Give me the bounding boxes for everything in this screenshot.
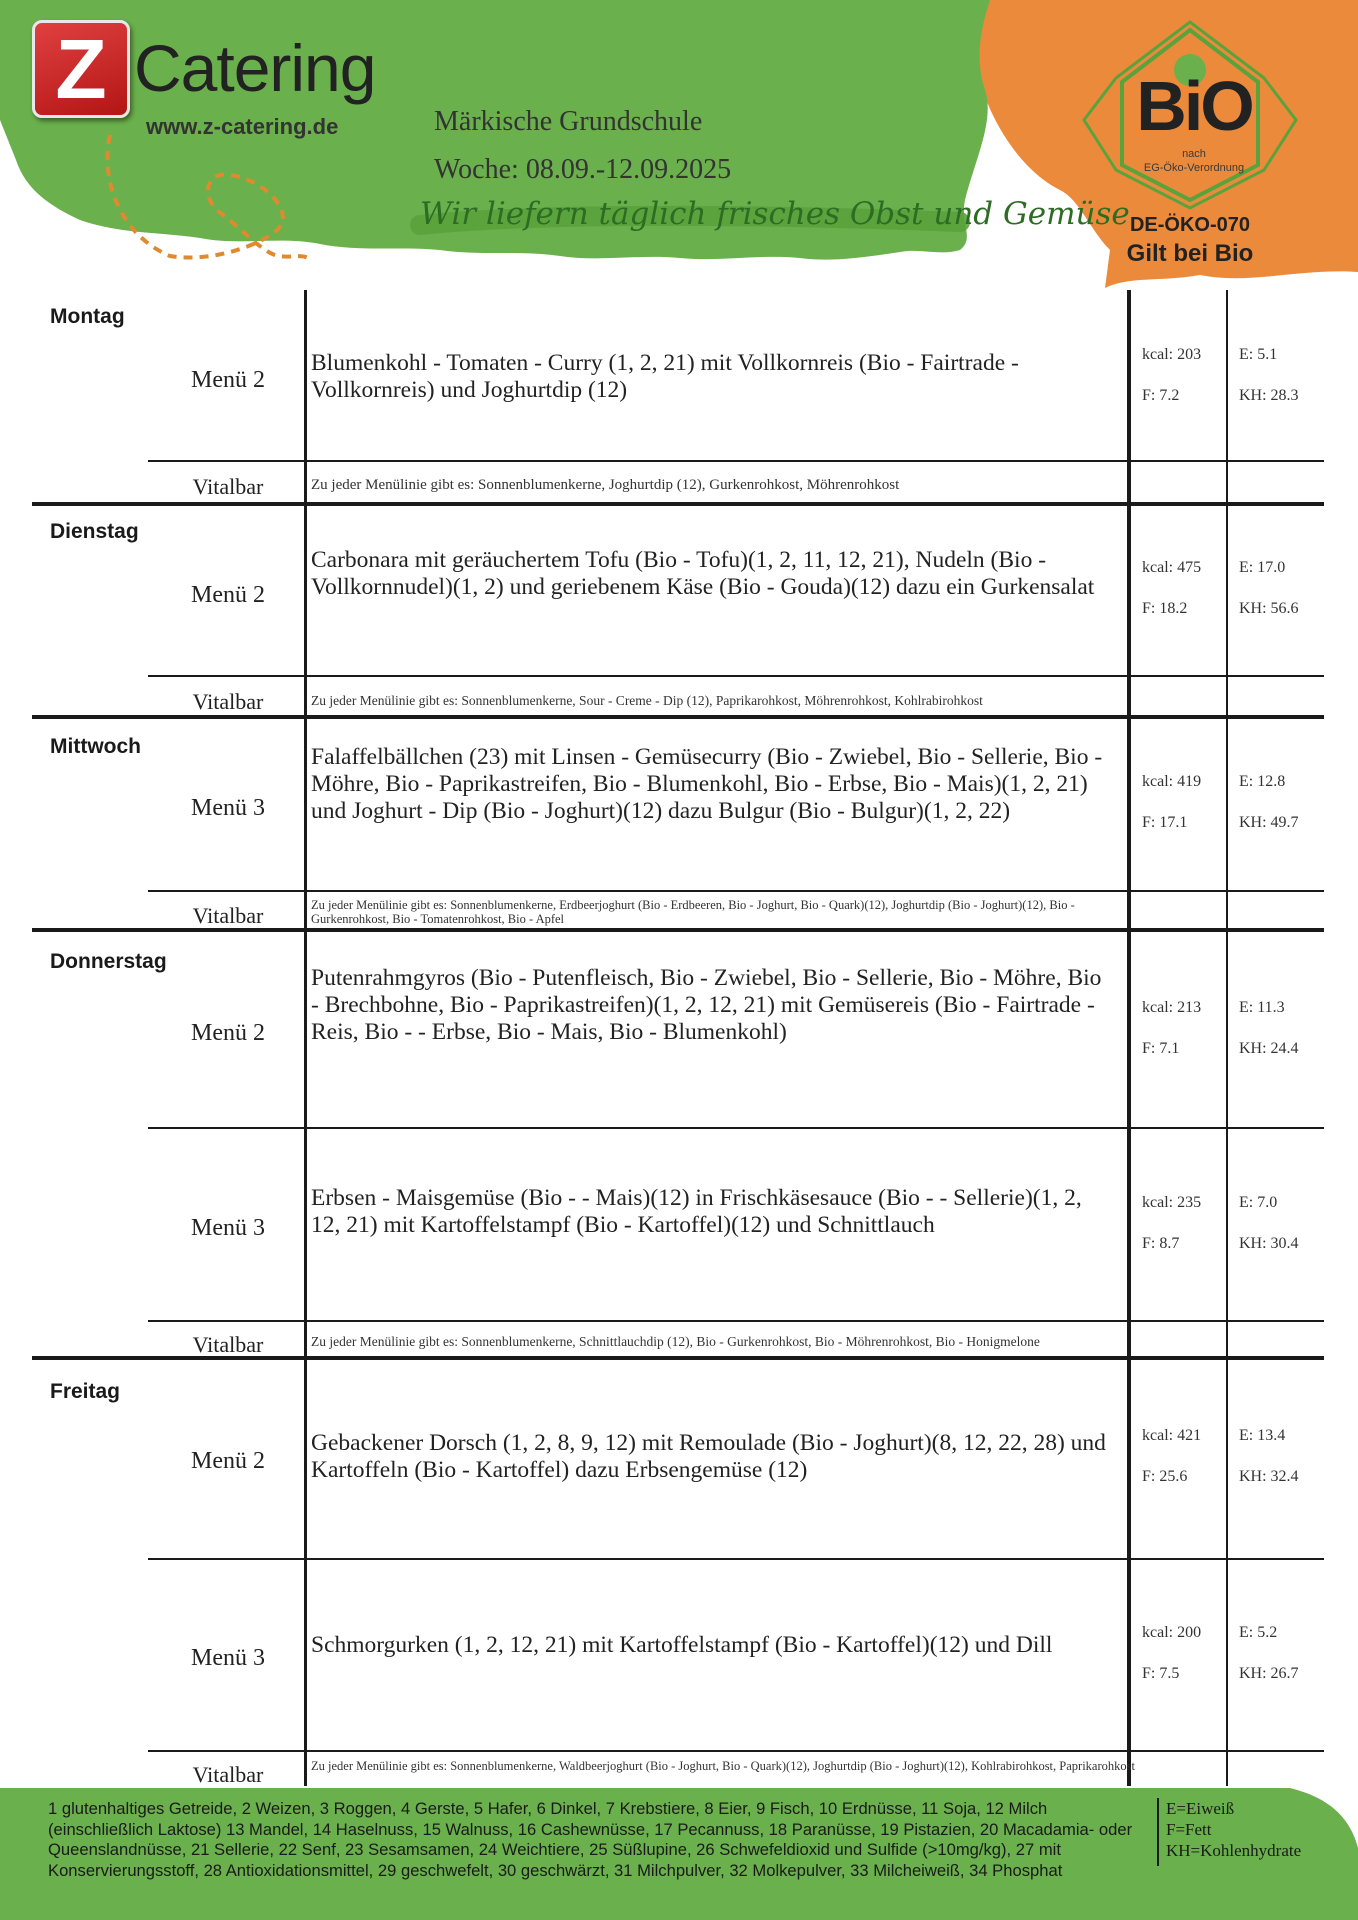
nutrition-kcal: kcal: 213 <box>1142 999 1202 1016</box>
bio-seal-icon: BiO <box>1136 67 1252 145</box>
legend-divider <box>1157 1798 1159 1866</box>
bio-seal-line2: EG-Öko-Verordnung <box>1143 162 1245 174</box>
logo-url[interactable]: www.z-catering.de <box>146 114 339 139</box>
allergen-legend: 1 glutenhaltiges Getreide, 2 Weizen, 3 Roggen, 4 Gerste, 5 Hafer, 6 Dinkel, 7 Krebstiere, 8 Eier, 9 Fisch, 10 Erdnüsse, 11 Soja, 12 Milch (einschließlich Laktose) 13 Mandel, 14 Haselnuss, 15 Walnuss, 16 Cashewnüsse, 17 Pecannuss, 18 Paranüsse, 19 Pistazien, 20 Macadamia- oder Queenslandnüsse, 21 Sellerie, 22 Senf, 23 Sesamsamen, 24 Weichtiere, 25 Süßlupine, 26 Schwefeldioxid und Sulfide (>10mg/kg), 27 mit Konservierungsstoff, 28 Antioxidationsmittel, 29 geschwefelt, 30 geschwärzt, 31 Milchpulver, 32 Molkepulver, 33 Milcheiweiß, 34 Phosphat <box>48 1799 1133 1880</box>
nutrition-fat: F: 7.5 <box>1142 1665 1180 1682</box>
menu-label: Menü 2 <box>191 582 265 608</box>
grid-line <box>1226 290 1228 1786</box>
nutrition-protein: E: 5.2 <box>1239 1624 1278 1641</box>
vitalbar-label: Vitalbar <box>192 903 264 928</box>
dish-description: Gebackener Dorsch (1, 2, 8, 9, 12) mit Remoulade (Bio - Joghurt)(8, 12, 22, 28) und Kartoffeln (Bio - Kartoffel) dazu Erbsengemüse (12) <box>311 1430 1106 1483</box>
menu-label: Menü 2 <box>191 367 265 393</box>
nutrition-fat: F: 8.7 <box>1142 1235 1180 1252</box>
vitalbar-text: Zu jeder Menülinie gibt es: Sonnenblumenkerne, Erdbeerjoghurt (Bio - Erdbeeren, Bio - Joghurt, Bio - Quark)(12), Joghurtdip (Bio - Joghurt)(12), Bio - Gurkenrohkost, Bio - Tomatenrohkost, Bio - Apfel <box>311 898 1075 926</box>
nutrition-kcal: kcal: 200 <box>1142 1624 1202 1641</box>
nutrition-protein: E: 17.0 <box>1239 559 1286 576</box>
menu-label: Menü 2 <box>191 1448 265 1474</box>
dish-description: Falaffelbällchen (23) mit Linsen - Gemüsecurry (Bio - Zwiebel, Bio - Sellerie, Bio - Möhre, Bio - Paprikastreifen, Bio - Blumenkohl, Bio - Erbse, Bio - Mais)(1, 2, 21) und Joghurt - Dip (Bio - Joghurt)(12) dazu Bulgur (Bio - Bulgur)(1, 2, 22) <box>311 744 1103 824</box>
nutrition-kcal: kcal: 235 <box>1142 1194 1202 1211</box>
grid-line <box>148 460 1324 462</box>
vitalbar-label: Vitalbar <box>192 474 264 499</box>
nutrition-fat: F: 17.1 <box>1142 814 1188 831</box>
grid-line <box>32 715 1324 719</box>
dish-description: Blumenkohl - Tomaten - Curry (1, 2, 21) mit Vollkornreis (Bio - Fairtrade - Vollkornreis) und Joghurtdip (12) <box>311 350 1019 403</box>
grid-line <box>1127 290 1131 1786</box>
nutrition-kcal: kcal: 419 <box>1142 773 1202 790</box>
nutrition-kcal: kcal: 475 <box>1142 559 1202 576</box>
menu-label: Menü 2 <box>191 1020 265 1046</box>
dish-description: Schmorgurken (1, 2, 12, 21) mit Kartoffelstampf (Bio - Kartoffel)(12) und Dill <box>311 1632 1053 1658</box>
week-range: Woche: 08.09.-12.09.2025 <box>434 154 732 185</box>
grid-line <box>148 1558 1324 1560</box>
grid-line <box>148 1750 1324 1752</box>
grid-line <box>148 1320 1324 1322</box>
day-name: Freitag <box>50 1380 121 1403</box>
school-name: Märkische Grundschule <box>434 106 703 137</box>
nutrition-protein: E: 12.8 <box>1239 773 1286 790</box>
vitalbar-label: Vitalbar <box>192 1332 264 1357</box>
nutrition-carbs: KH: 28.3 <box>1239 387 1299 404</box>
grid-line <box>148 890 1324 892</box>
day-name: Donnerstag <box>50 950 167 973</box>
day-name: Montag <box>50 305 125 328</box>
vitalbar-label: Vitalbar <box>192 689 264 714</box>
dish-description: Carbonara mit geräuchertem Tofu (Bio - Tofu)(1, 2, 11, 12, 21), Nudeln (Bio - Vollkornnudel)(1, 2) und geriebenem Käse (Bio - Gouda)(12) dazu ein Gurkensalat <box>311 547 1095 600</box>
nutrition-kcal: kcal: 421 <box>1142 1427 1202 1444</box>
nutrition-protein: E: 7.0 <box>1239 1194 1278 1211</box>
vitalbar-text: Zu jeder Menülinie gibt es: Sonnenblumenkerne, Sour - Creme - Dip (12), Paprikarohkost, Möhrenrohkost, Kohlrabirohkost <box>311 693 983 708</box>
menu-label: Menü 3 <box>191 1215 265 1241</box>
nutrition-kcal: kcal: 203 <box>1142 346 1202 363</box>
certification-note: Gilt bei Bio <box>1126 240 1254 267</box>
nutrition-fat: F: 18.2 <box>1142 600 1188 617</box>
dish-description: Erbsen - Maisgemüse (Bio - - Mais)(12) in Frischkäsesauce (Bio - - Sellerie)(1, 2, 12, 21) mit Kartoffelstampf (Bio - Kartoffel)(12) und Schnittlauch <box>311 1185 1082 1238</box>
nutrition-carbs: KH: 56.6 <box>1239 600 1299 617</box>
nutrition-protein: E: 5.1 <box>1239 346 1278 363</box>
legend-fat: F=Fett <box>1166 1820 1212 1839</box>
nutrition-protein: E: 13.4 <box>1239 1427 1286 1444</box>
nutrition-carbs: KH: 24.4 <box>1239 1040 1299 1057</box>
grid-line <box>148 1127 1324 1129</box>
header-banner <box>0 0 1358 290</box>
nutrition-carbs: KH: 32.4 <box>1239 1468 1299 1485</box>
menu-label: Menü 3 <box>191 1645 265 1671</box>
vitalbar-text: Zu jeder Menülinie gibt es: Sonnenblumenkerne, Schnittlauchdip (12), Bio - Gurkenrohkost, Bio - Möhrenrohkost, Bio - Honigmelone <box>311 1334 1040 1349</box>
bio-seal-line1: nach <box>1182 148 1206 160</box>
nutrition-carbs: KH: 26.7 <box>1239 1665 1299 1682</box>
grid-line <box>148 675 1324 677</box>
legend-carbs: KH=Kohlenhydrate <box>1166 1841 1302 1860</box>
dish-description: Putenrahmgyros (Bio - Putenfleisch, Bio - Zwiebel, Bio - Sellerie, Bio - Möhre, Bio - Brechbohne, Bio - Paprikastreifen)(1, 2, 12, 21) mit Gemüsereis (Bio - Fairtrade - Reis, Bio - - Erbse, Bio - Mais, Bio - Blumenkohl) <box>311 965 1102 1045</box>
vitalbar-text: Zu jeder Menülinie gibt es: Sonnenblumenkerne, Joghurtdip (12), Gurkenrohkost, Möhrenrohkost <box>311 477 900 493</box>
legend-protein: E=Eiweiß <box>1166 1799 1235 1818</box>
logo-wordmark: Catering <box>134 31 376 105</box>
nutrition-fat: F: 25.6 <box>1142 1468 1188 1485</box>
logo-z-icon: Z <box>32 20 130 118</box>
day-name: Mittwoch <box>50 735 141 758</box>
grid-line <box>32 502 1324 506</box>
nutrition-carbs: KH: 30.4 <box>1239 1235 1299 1252</box>
vitalbar-text: Zu jeder Menülinie gibt es: Sonnenblumenkerne, Waldbeerjoghurt (Bio - Joghurt, Bio - Quark)(12), Joghurtdip (Bio - Joghurt)(12), Kohlrabirohkost, Paprikarohkost <box>311 1759 1135 1773</box>
nutrition-protein: E: 11.3 <box>1239 999 1285 1016</box>
nutrition-fat: F: 7.2 <box>1142 387 1180 404</box>
day-name: Dienstag <box>50 520 139 543</box>
nutrition-carbs: KH: 49.7 <box>1239 814 1299 831</box>
certification-code: DE-ÖKO-070 <box>1129 214 1251 236</box>
nutrition-fat: F: 7.1 <box>1142 1040 1180 1057</box>
menu-label: Menü 3 <box>191 795 265 821</box>
slogan: Wir liefern täglich frisches Obst und Gemüse <box>420 196 1130 232</box>
vitalbar-label: Vitalbar <box>192 1762 264 1787</box>
